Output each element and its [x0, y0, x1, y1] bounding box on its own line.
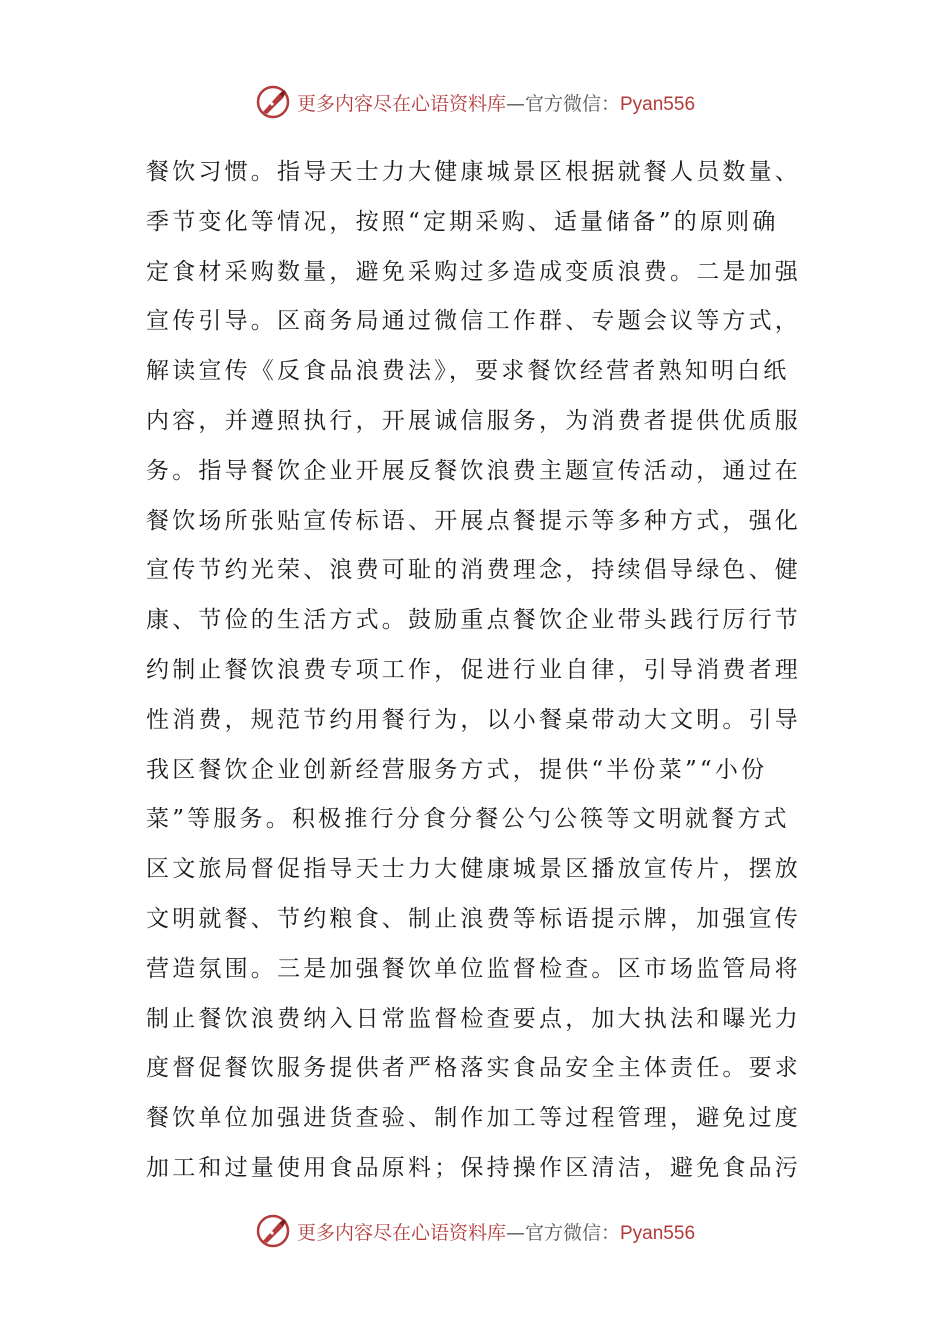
paragraph-line: 康、节俭的生活方式。鼓励重点餐饮企业带头践行厉行节 — [146, 607, 801, 634]
banner-wechat-id: Pyan556 — [620, 1222, 696, 1244]
banner-text — [297, 1218, 695, 1245]
footer-banner — [0, 1211, 950, 1251]
paragraph-line: 菜”等服务。积极推行分食分餐公勺公筷等文明就餐方式 — [146, 806, 790, 833]
paragraph-line: 宣传节约光荣、浪费可耻的消费理念，持续倡导绿色、健 — [146, 557, 801, 584]
pen-nib-logo-icon — [255, 1213, 291, 1249]
paragraph-line: 餐饮场所张贴宣传标语、开展点餐提示等多种方式，强化 — [146, 507, 801, 534]
paragraph-line: 制止餐饮浪费纳入日常监督检查要点，加大执法和曝光力 — [146, 1005, 801, 1032]
header-banner — [0, 82, 950, 122]
document-body — [146, 148, 810, 1194]
paragraph-line: 我区餐饮企业创新经营服务方式，提供“半份菜”“小份 — [146, 756, 768, 783]
paragraph-line: 餐饮单位加强进货查验、制作加工等过程管理，避免过度 — [146, 1105, 801, 1132]
paragraph-line: 宣传引导。区商务局通过微信工作群、专题会议等方式， — [146, 308, 801, 335]
paragraph-line: 区文旅局督促指导天士力大健康城景区播放宣传片，摆放 — [146, 856, 801, 883]
paragraph-line: 内容，并遵照执行，开展诚信服务，为消费者提供优质服 — [146, 407, 801, 434]
paragraph-line: 约制止餐饮浪费专项工作，促进行业自律，引导消费者理 — [146, 656, 801, 683]
banner-wechat-label: —官方微信： — [505, 92, 620, 115]
pen-nib-logo-icon — [255, 84, 291, 120]
paragraph-line: 度督促餐饮服务提供者严格落实食品安全主体责任。要求 — [146, 1055, 801, 1082]
banner-site-name: 更多内容尽在心语资料库 — [296, 92, 506, 115]
paragraph-line: 季节变化等情况，按照“定期采购、适量储备”的原则确 — [146, 208, 779, 235]
paragraph-line: 定食材采购数量，避免采购过多造成变质浪费。二是加强 — [146, 258, 801, 285]
banner-wechat-label: —官方微信： — [505, 1221, 620, 1244]
banner-text — [297, 89, 695, 116]
paragraph-line: 餐饮习惯。指导天士力大健康城景区根据就餐人员数量、 — [146, 159, 801, 185]
paragraph-line: 营造氛围。三是加强餐饮单位监督检查。区市场监管局将 — [146, 955, 801, 982]
paragraph-line: 加工和过量使用食品原料；保持操作区清洁，避免食品污 — [146, 1154, 801, 1181]
paragraph-line: 文明就餐、节约粮食、制止浪费等标语提示牌，加强宣传 — [146, 905, 801, 932]
banner-wechat-id: Pyan556 — [620, 93, 696, 115]
banner-site-name: 更多内容尽在心语资料库 — [296, 1221, 506, 1244]
paragraph-line: 解读宣传《反食品浪费法》，要求餐饮经营者熟知明白纸 — [146, 358, 790, 385]
paragraph-line: 务。指导餐饮企业开展反餐饮浪费主题宣传活动，通过在 — [146, 457, 801, 484]
paragraph-line: 性消费，规范节约用餐行为，以小餐桌带动大文明。引导 — [146, 706, 801, 733]
